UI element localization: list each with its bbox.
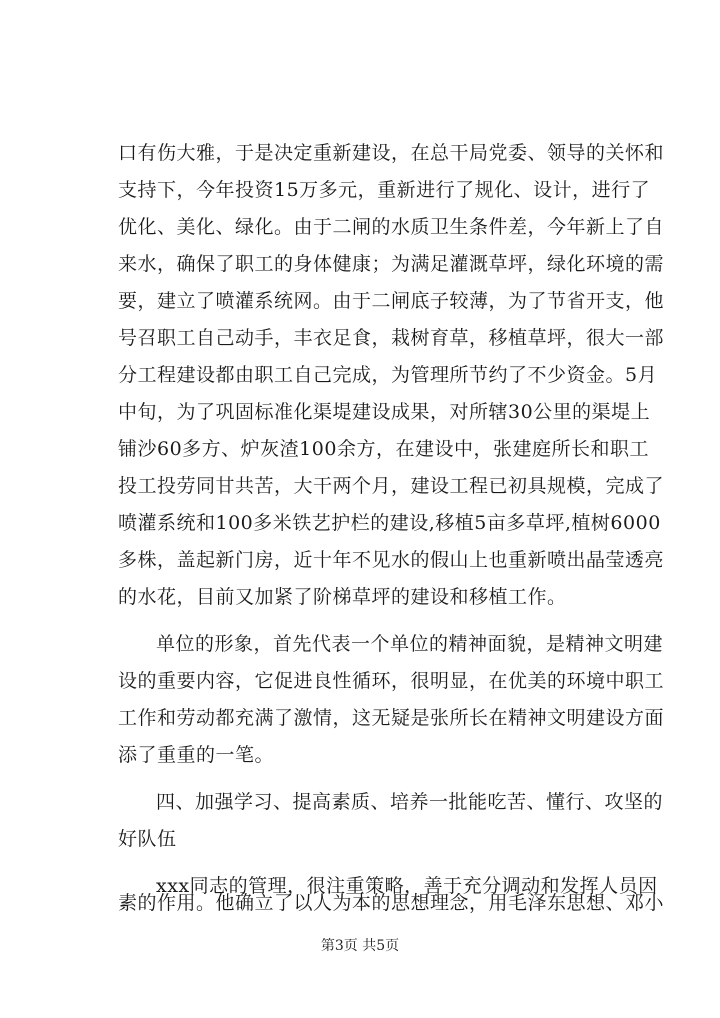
text-line: 来水，确保了职工的身体健康；为满足灌溉草坪，绿化环境的需 <box>118 253 665 275</box>
text-line: 要，建立了喷灌系统网。由于二闸底子较薄，为了节省开支，他 <box>118 290 665 312</box>
text-line: 口有伤大雅，于是决定重新建设，在总干局党委、领导的关怀和 <box>118 142 665 164</box>
text-line: 单位的形象，首先代表一个单位的精神面貌，是精神文明建 <box>156 633 664 655</box>
page-footer: 第3页 共5页 <box>320 938 400 954</box>
text-line: 投工投劳同甘共苦，大干两个月，建设工程已初具规模，完成了 <box>118 475 665 497</box>
section-heading-line: 好队伍 <box>118 828 177 850</box>
text-line: 素的作用。他确立了以人为本的思想理念，用毛泽东思想、邓小 <box>118 892 665 914</box>
text-line: 的水花，目前又加紧了阶梯草坪的建设和移植工作。 <box>118 586 567 608</box>
text-line: 分工程建设都由职工自己完成，为管理所节约了不少资金。5月 <box>118 364 658 386</box>
text-line: 工作和劳动都充满了激情，这无疑是张所长在精神文明建设方面 <box>118 707 665 729</box>
text-line: 中旬，为了巩固标准化渠堤建设成果，对所辖30公里的渠堤上 <box>118 401 651 423</box>
text-line: 设的重要内容，它促进良性循环，很明显，在优美的环境中职工 <box>118 670 665 692</box>
section-heading-line: 四、加强学习、提高素质、培养一批能吃苦、懂行、攻坚的 <box>156 791 664 813</box>
text-line: 铺沙60多方、炉灰渣100余方，在建设中，张建庭所长和职工 <box>118 438 649 460</box>
text-line: 号召职工自己动手，丰衣足食，栽树育草，移植草坪，很大一部 <box>118 327 665 349</box>
text-line: 喷灌系统和100多米铁艺护栏的建设,移植5亩多草坪,植树6000 <box>118 512 661 534</box>
text-line: 多株，盖起新门房，近十年不见水的假山上也重新喷出晶莹透亮 <box>118 549 665 571</box>
text-line: 支持下，今年投资15万多元，重新进行了规化、设计，进行了 <box>118 179 651 201</box>
text-line: 优化、美化、绿化。由于二闸的水质卫生条件差，今年新上了自 <box>118 216 665 238</box>
text-line: 添了重重的一笔。 <box>118 744 275 766</box>
text-line: xxx同志的管理，很注重策略，善于充分调动和发挥人员因 <box>156 875 658 897</box>
